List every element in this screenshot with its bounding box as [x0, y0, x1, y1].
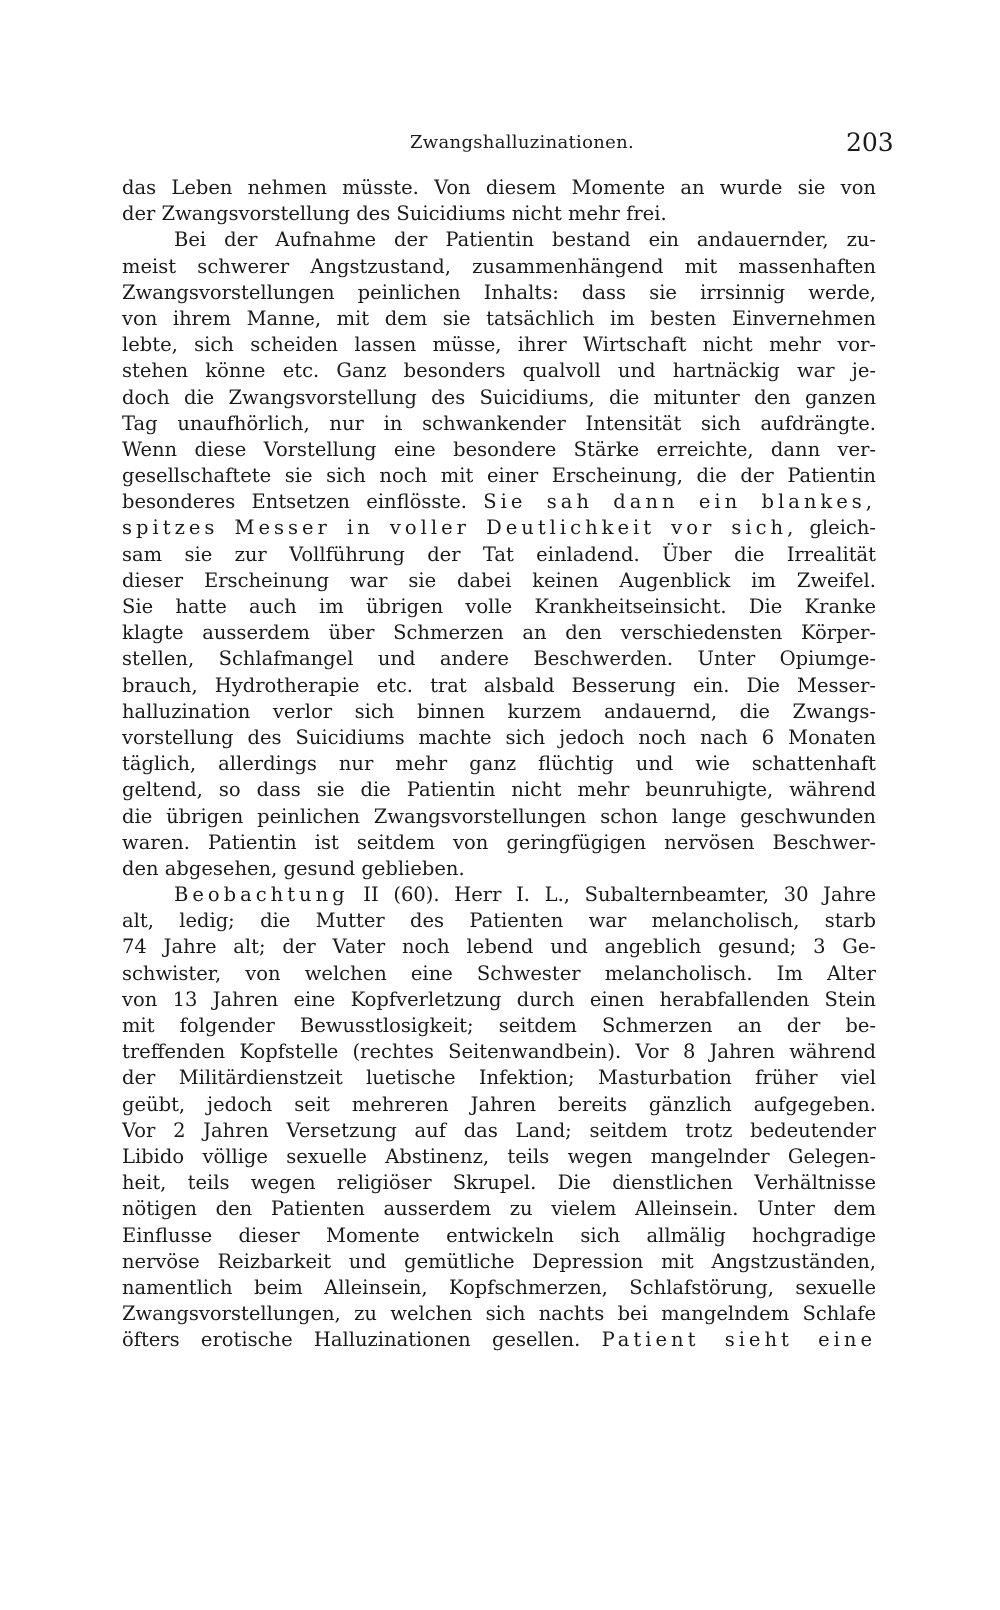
text-line — [122, 1249, 876, 1275]
text-line — [122, 1065, 876, 1091]
line-text: öfters erotische Halluzinationen gesellen. — [122, 1328, 581, 1352]
text-line — [122, 725, 876, 751]
text-line — [122, 830, 876, 856]
line-text: nervöse Reizbarkeit und gemütliche Depression mit Angstzuständen, — [122, 1249, 876, 1273]
line-text: stehen könne etc. Ganz besonders qualvoll und hartnäckig war je- — [122, 359, 876, 383]
text-line — [122, 175, 876, 201]
text-line — [122, 594, 876, 620]
line-text: nötigen den Patienten ausserdem zu vielem Alleinsein. Unter dem — [122, 1197, 876, 1221]
line-text: täglich, allerdings nur mehr ganz flüchtig und wie schattenhaft — [122, 752, 876, 776]
text-line — [122, 1196, 876, 1222]
text-line — [122, 856, 876, 882]
line-text: waren. Patientin ist seitdem von geringfügigen nervösen Beschwer- — [122, 830, 876, 854]
line-text: dieser Erscheinung war sie dabei keinen Augenblick im Zweifel. — [122, 568, 876, 592]
text-line — [122, 882, 876, 908]
text-line — [122, 1327, 876, 1353]
line-text: II (60). Herr I. L., Subalternbeamter, 30 Jahre — [363, 883, 877, 907]
text-line — [122, 515, 876, 541]
spaced-text: Patient sieht eine — [601, 1328, 876, 1352]
line-text: 74 Jahre alt; der Vater noch lebend und angeblich gesund; 3 Ge- — [122, 935, 876, 959]
text-line — [122, 1144, 876, 1170]
text-line — [122, 987, 876, 1013]
line-text: Zwangsvorstellungen, zu welchen sich nachts bei mangelndem Schlafe — [122, 1302, 876, 1326]
text-line — [122, 1039, 876, 1065]
line-text: klagte ausserdem über Schmerzen an den verschiedensten Körper- — [122, 621, 876, 645]
line-text: halluzination verlor sich binnen kurzem andauernd, die Zwangs- — [122, 699, 876, 723]
line-text: stellen, Schlafmangel und andere Beschwerden. Unter Opiumge- — [122, 647, 876, 671]
line-text: besonderes Entsetzen einflösste. — [122, 490, 467, 514]
text-line — [122, 306, 876, 332]
text-line — [122, 620, 876, 646]
text-line — [122, 1170, 876, 1196]
line-text: Zwangsvorstellungen peinlichen Inhalts: dass sie irrsinnig werde, — [122, 280, 876, 304]
line-text: mit folgender Bewusstlosigkeit; seitdem Schmerzen an der be- — [122, 1014, 876, 1037]
line-text: gesellschaftete sie sich noch mit einer Erscheinung, die der Patientin — [122, 464, 876, 488]
line-text: lebte, sich scheiden lassen müsse, ihrer Wirtschaft nicht mehr vor- — [122, 333, 876, 357]
line-text: von 13 Jahren eine Kopfverletzung durch einen herabfallenden Stein — [122, 987, 876, 1011]
text-line — [122, 1275, 876, 1301]
text-line — [122, 542, 876, 568]
line-text: den abgesehen, gesund geblieben. — [122, 856, 465, 880]
line-text: doch die Zwangsvorstellung des Suicidiums, die mitunter den ganzen — [122, 385, 876, 409]
text-line — [122, 280, 876, 306]
text-line — [122, 463, 876, 489]
line-text: Sie hatte auch im übrigen volle Krankheitseinsicht. Die Kranke — [122, 595, 876, 618]
line-text: treffenden Kopfstelle (rechtes Seitenwandbein). Vor 8 Jahren während — [122, 1040, 876, 1064]
line-text: von ihrem Manne, mit dem sie tatsächlich im besten Einvernehmen — [122, 306, 876, 330]
text-line — [122, 411, 876, 437]
text-line — [122, 673, 876, 699]
line-text: gleich- — [809, 516, 877, 540]
line-text: alt, ledig; die Mutter des Patienten war melancholisch, starb — [122, 909, 876, 933]
line-text: geltend, so dass sie die Patientin nicht mehr beunruhigte, während — [122, 778, 876, 802]
line-text: Einflusse dieser Momente entwickeln sich allmälig hochgradige — [122, 1223, 876, 1247]
line-text: brauch, Hydrotherapie etc. trat alsbald Besserung ein. Die Messer- — [122, 673, 876, 697]
line-text: Libido völlige sexuelle Abstinenz, teils wegen mangelnder Gelegen- — [122, 1144, 876, 1168]
line-text: Vor 2 Jahren Versetzung auf das Land; seitdem trotz bedeutender — [122, 1118, 876, 1142]
line-text: das Leben nehmen müsste. Von diesem Momente an wurde sie von — [122, 176, 876, 199]
text-line — [122, 804, 876, 830]
page-number: 203 — [846, 128, 894, 157]
line-text: Wenn diese Vorstellung eine besondere Stärke erreichte, dann ver- — [122, 437, 876, 461]
line-text: meist schwerer Angstzustand, zusammenhängend mit massenhaften — [122, 254, 876, 278]
line-text: vorstellung des Suicidiums machte sich jedoch noch nach 6 Monaten — [122, 725, 876, 749]
line-text: heit, teils wegen religiöser Skrupel. Die dienstlichen Verhältnisse — [122, 1171, 876, 1195]
text-line — [122, 908, 876, 934]
line-text: Tag unaufhörlich, nur in schwankender Intensität sich aufdrängte. — [122, 411, 876, 435]
running-head — [0, 128, 1000, 158]
text-line — [122, 254, 876, 280]
text-line — [122, 332, 876, 358]
line-text: sam sie zur Vollführung der Tat einladend. Über die Irrealität — [122, 542, 876, 566]
spaced-text: Beobachtung — [174, 883, 349, 907]
body-text — [122, 175, 876, 1353]
text-line — [122, 489, 876, 515]
text-line — [122, 751, 876, 777]
text-line — [122, 646, 876, 672]
text-line — [122, 437, 876, 463]
text-line — [122, 227, 876, 253]
text-line — [122, 961, 876, 987]
text-line — [122, 1092, 876, 1118]
text-line — [122, 358, 876, 384]
line-text: der Militärdienstzeit luetische Infektion; Masturbation früher viel — [122, 1066, 876, 1090]
text-line — [122, 777, 876, 803]
text-line — [122, 934, 876, 960]
line-text: der Zwangsvorstellung des Suicidiums nicht mehr frei. — [122, 202, 667, 226]
line-text: geübt, jedoch seit mehreren Jahren bereits gänzlich aufgegeben. — [122, 1092, 876, 1116]
text-line — [122, 1223, 876, 1249]
line-text: namentlich beim Alleinsein, Kopfschmerzen, Schlafstörung, sexuelle — [122, 1275, 876, 1299]
text-line — [122, 201, 876, 227]
line-text: Bei der Aufnahme der Patientin bestand ein andauernder, zu- — [174, 228, 876, 252]
line-text: die übrigen peinlichen Zwangsvorstellungen schon lange geschwunden — [122, 804, 876, 828]
running-head-title: Zwangshalluzinationen. — [410, 132, 634, 153]
text-line — [122, 385, 876, 411]
text-line — [122, 1301, 876, 1327]
text-line — [122, 1013, 876, 1039]
text-line — [122, 699, 876, 725]
line-text: schwister, von welchen eine Schwester melancholisch. Im Alter — [122, 961, 876, 985]
text-line — [122, 1118, 876, 1144]
text-line — [122, 568, 876, 594]
spaced-text: Sie sah dann ein blankes, — [483, 490, 876, 514]
spaced-text: spitzes Messer in voller Deutlichkeit vor sich, — [122, 516, 798, 540]
